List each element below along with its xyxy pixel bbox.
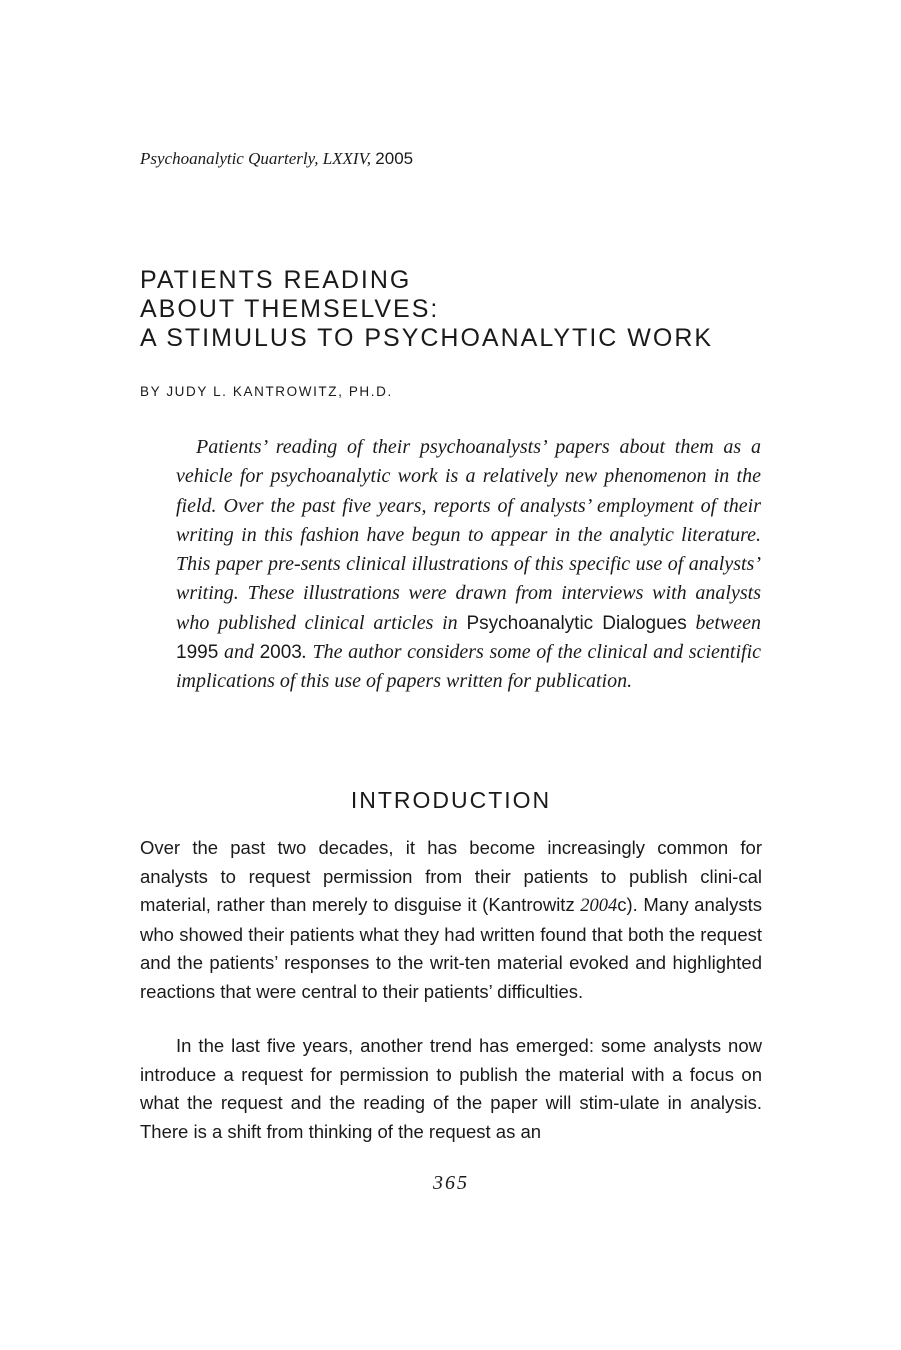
abstract-journal-name: Psychoanalytic Dialogues: [466, 612, 687, 634]
title-line-1: PATIENTS READING: [140, 266, 412, 294]
running-header: [140, 148, 413, 170]
body-paragraph-1: [140, 834, 762, 1006]
citation-year: 2004: [580, 896, 618, 916]
journal-year: 2005: [375, 149, 414, 168]
paragraph-1-text-start: Over the past two decades, it has become increasingly common for analysts to request permission from their patients to publish clini-cal material, rather than merely to disguise it (Kantrowitz: [140, 837, 762, 915]
title-line-2: ABOUT THEMSELVES:: [140, 295, 440, 323]
title-line-3: A STIMULUS TO PSYCHOANALYTIC WORK: [140, 324, 714, 352]
abstract-year-start: 1995: [176, 642, 219, 664]
section-heading: INTRODUCTION: [350, 787, 552, 813]
abstract: [176, 433, 761, 697]
abstract-text-start: Patients’ reading of their psychoanalysts’ papers about them as a vehicle for psychoanalytic work is a relatively new phenomenon in the field. Over the past five years, reports of analysts’ employment of their writing in this fashion have begun to appear in the analytic literature. This paper pre-sents clinical illustrations of this specific use of analysts’ writing. These illustrations were drawn from interviews with analysts who published clinical articles in: [176, 436, 761, 634]
abstract-year-end: 2003: [259, 642, 302, 664]
journal-name: Psychoanalytic Quarterly, LXXIV,: [140, 149, 372, 168]
abstract-text-end: . The author considers some of the clinical and scientific implications of this use of papers written for publication.: [176, 641, 762, 693]
author-byline: BY JUDY L. KANTROWITZ, PH.D.: [140, 384, 393, 399]
body-paragraph-2: In the last five years, another trend has emerged: some analysts now introduce a request for permission to publish the material with a focus on what the request and the reading of the paper will stim-ulate in analysis. There is a shift from thinking of the request as an: [140, 1035, 762, 1142]
article-title: [140, 266, 713, 353]
journal-page: [140, 0, 762, 1350]
page-number: 365: [433, 1172, 469, 1194]
abstract-between: between: [695, 611, 762, 634]
paragraph-1-text-end: c). Many analysts who showed their patients what they had written found that both the request and the patients’ responses to the writ-ten material evoked and highlighted reactions that were central to their patients’ difficulties.: [140, 894, 763, 1002]
abstract-and: and: [223, 641, 254, 664]
